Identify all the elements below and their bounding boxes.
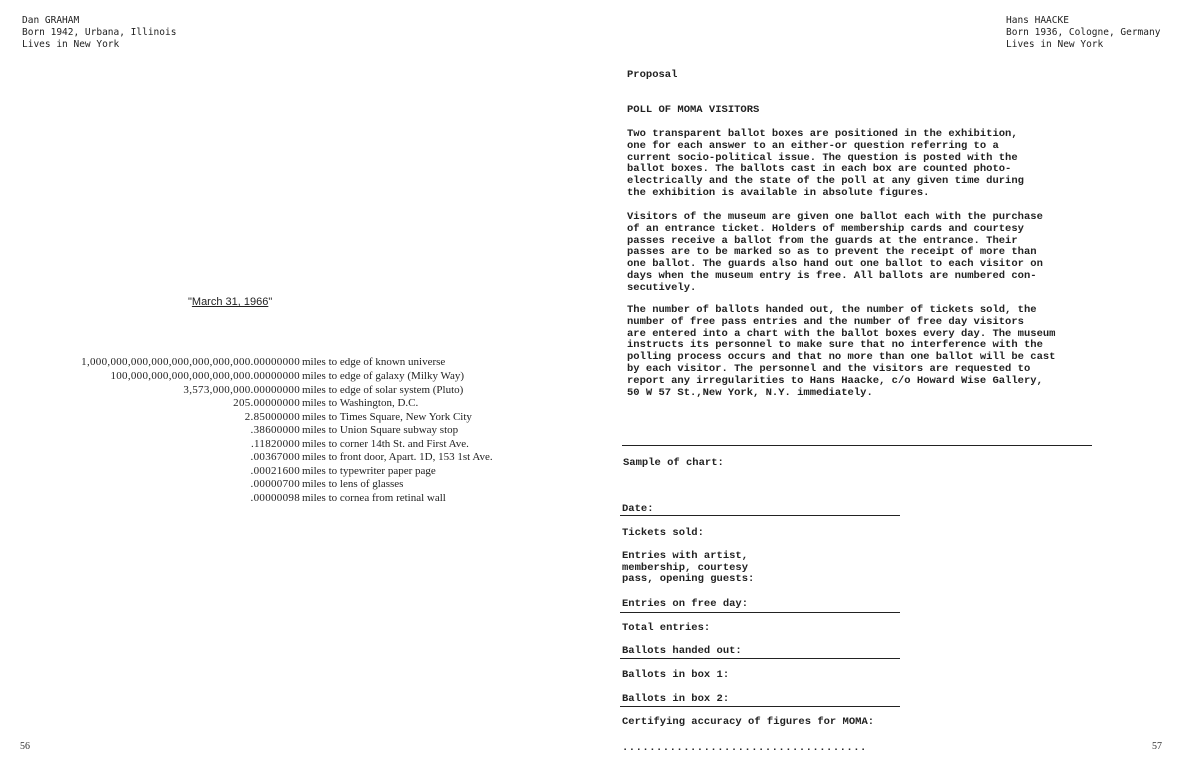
work-title-text: March 31, 1966	[191, 296, 269, 308]
underline	[620, 658, 900, 659]
distance-row	[0, 451, 592, 465]
distance-value: 2.85000000	[244, 411, 300, 423]
divider-rule	[622, 445, 1092, 446]
paragraph-chart	[627, 305, 1107, 399]
text-line: ballot boxes. The ballots cast in each box are counted photo-	[627, 163, 1012, 176]
distance-row	[0, 424, 592, 438]
text-line: report any irregularities to Hans Haacke, c/o Howard Wise Gallery,	[627, 374, 1043, 387]
text-line: current socio-political issue. The question is posted with the	[627, 151, 1018, 164]
distance-value: 1,000,000,000,000,000,000,000,000.00000000	[81, 356, 300, 368]
work-title	[188, 296, 272, 308]
distance-description: miles to Union Square subway stop	[302, 424, 459, 436]
distance-value: 205.00000000	[233, 397, 300, 409]
field-total-entries: Total entries:	[622, 622, 711, 634]
underline	[620, 706, 900, 707]
distance-description: miles to lens of glasses	[302, 478, 404, 490]
text-line: The number of ballots handed out, the number of tickets sold, the	[627, 304, 1037, 316]
distance-description: miles to Times Square, New York City	[302, 411, 472, 423]
underline	[620, 612, 900, 613]
distance-row	[0, 384, 592, 398]
text-line: the exhibition is available in absolute figures.	[627, 186, 930, 199]
distance-row	[0, 370, 592, 384]
distance-row	[0, 492, 592, 506]
sample-chart-label: Sample of chart:	[623, 457, 724, 469]
text-line: by each visitor. The personnel and the visitors are requested to	[627, 362, 1031, 375]
haacke-header	[1006, 15, 1160, 51]
distance-value: 3,573,000,000.00000000	[183, 384, 300, 396]
distance-value: .00021600	[250, 465, 300, 477]
field-certify: Certifying accuracy of figures for MOMA:	[622, 716, 875, 728]
artist-name: Hans HAACKE	[1006, 15, 1069, 26]
signature-dots: ....................................	[622, 742, 867, 754]
text-line: Entries with artist,	[622, 550, 749, 562]
page-number: 57	[1152, 741, 1162, 752]
distance-value: .11820000	[250, 438, 300, 450]
text-line: pass, opening guests:	[622, 573, 755, 585]
distance-row	[0, 478, 592, 492]
artist-born: Born 1936, Cologne, Germany	[1006, 27, 1161, 38]
distance-description: miles to corner 14th St. and First Ave.	[302, 438, 469, 450]
graham-header	[22, 15, 176, 51]
distance-value: 100,000,000,000,000,000,000.00000000	[110, 370, 300, 382]
paragraph-ballot-boxes	[627, 129, 1107, 200]
field-ballots-box-2: Ballots in box 2:	[622, 693, 730, 705]
distance-description: miles to Washington, D.C.	[302, 397, 419, 409]
text-line: one ballot. The guards also hand out one ballot to each visitor on	[627, 258, 1043, 271]
text-line: number of free pass entries and the number of free day visitors	[627, 315, 1024, 328]
field-ballots-handed-out: Ballots handed out:	[622, 645, 742, 657]
artist-lives: Lives in New York	[22, 39, 120, 50]
text-line: electrically and the state of the poll at any given time during	[627, 175, 1024, 188]
text-line: days when the museum entry is free. All ballots are numbered con-	[627, 269, 1037, 282]
field-tickets-sold: Tickets sold:	[622, 527, 704, 539]
distance-description: miles to typewriter paper page	[302, 465, 436, 477]
underline	[620, 515, 900, 516]
page-number: 56	[20, 741, 30, 752]
field-date: Date:	[622, 503, 654, 515]
text-line: polling process occurs and that no more than one ballot will be cast	[627, 351, 1056, 364]
text-line: Two transparent ballot boxes are positioned in the exhibition,	[627, 128, 1018, 140]
title-close-quote: "	[268, 296, 273, 308]
text-line: of an entrance ticket. Holders of membership cards and courtesy	[627, 222, 1024, 235]
text-line: one for each answer to an either-or question referring to a	[627, 139, 999, 152]
distance-row	[0, 465, 592, 479]
text-line: membership, courtesy	[622, 561, 749, 574]
artist-lives: Lives in New York	[1006, 39, 1104, 50]
distance-row	[0, 356, 592, 370]
distance-value: .00000700	[250, 478, 300, 490]
field-free-day: Entries on free day:	[622, 598, 749, 610]
text-line: 50 W 57 St.,New York, N.Y. immediately.	[627, 386, 873, 399]
distance-row	[0, 411, 592, 425]
distance-value: .00367000	[250, 451, 300, 463]
distance-row	[0, 438, 592, 452]
distance-description: miles to edge of solar system (Pluto)	[302, 384, 464, 396]
paragraph-visitors	[627, 212, 1107, 295]
right-page	[592, 0, 1184, 768]
text-line: instructs its personnel to make sure that no interference with the	[627, 339, 1043, 352]
distance-value: .38600000	[250, 424, 300, 436]
text-line: Visitors of the museum are given one ballot each with the purchase	[627, 211, 1043, 223]
title-open-quote: "	[188, 296, 192, 308]
distance-description: miles to front door, Apart. 1D, 153 1st Ave.	[302, 451, 493, 463]
distance-description: miles to edge of known universe	[302, 356, 446, 368]
text-line: are entered into a chart with the ballot boxes every day. The museum	[627, 327, 1056, 340]
text-line: passes receive a ballot from the guards at the entrance. Their	[627, 234, 1018, 247]
field-ballots-box-1: Ballots in box 1:	[622, 669, 730, 681]
distance-description: miles to edge of galaxy (Milky Way)	[302, 370, 465, 382]
text-line: passes are to be marked so as to prevent the receipt of more than	[627, 246, 1037, 259]
distance-description: miles to cornea from retinal wall	[302, 492, 446, 504]
distance-value: .00000098	[250, 492, 300, 504]
text-line: secutively.	[627, 281, 697, 294]
artist-born: Born 1942, Urbana, Illinois	[22, 27, 177, 38]
artist-name: Dan GRAHAM	[22, 15, 80, 26]
proposal-label: Proposal	[627, 69, 678, 81]
field-entries-artist	[622, 551, 754, 586]
poll-title: POLL OF MOMA VISITORS	[627, 104, 760, 116]
distance-row	[0, 397, 592, 411]
